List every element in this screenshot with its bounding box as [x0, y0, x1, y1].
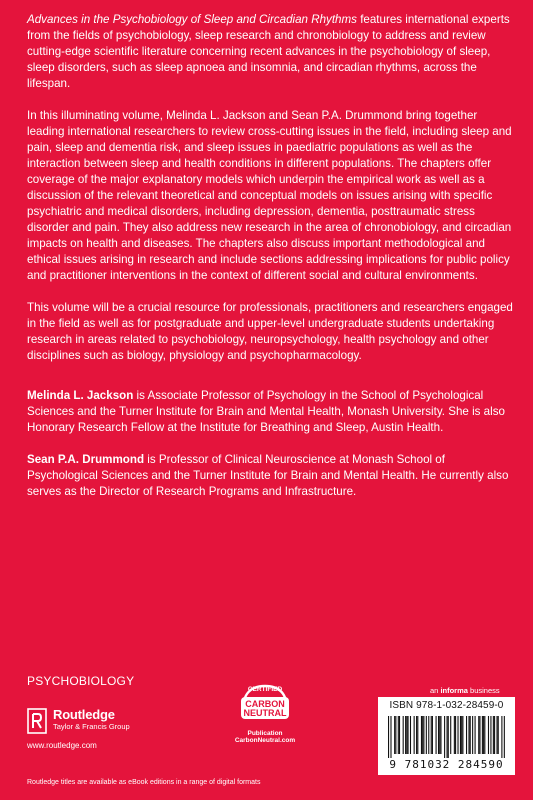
barcode-icon: [388, 716, 505, 758]
publisher-url: www.routledge.com: [27, 741, 97, 750]
author-name-1: Melinda L. Jackson: [27, 389, 134, 402]
carbon-neutral-logo-icon: [237, 680, 293, 724]
book-title-italic: Advances in the Psychobiology of Sleep and Circadian Rhythms: [27, 13, 357, 26]
isbn-text: ISBN 978-1-032-28459-0: [389, 700, 504, 711]
business-prefix: an: [430, 686, 441, 695]
carbon-neutral-badge: [229, 680, 301, 744]
barcode-digits: 9 781032 284590: [389, 758, 504, 771]
business-brand: informa: [440, 686, 468, 695]
publisher-group: Taylor & Francis Group: [53, 722, 130, 731]
routledge-r-icon: [27, 708, 47, 734]
isbn-barcode: [378, 697, 515, 775]
author-bio-text-1: is Associate Professor of Psychology in the School of Psychological Sciences and the Turner Institute for Brain and Mental Health, Monash University. She is also Honorary Research Fellow at the Institute for Breathing and Sleep, Austin Health.: [27, 389, 505, 434]
author-bio-2: [27, 452, 515, 500]
author-bio-1: [27, 388, 515, 436]
publisher-name: Routledge: [53, 707, 115, 722]
back-cover-text: [27, 12, 515, 516]
business-suffix: business: [467, 686, 500, 695]
ebook-footer-note: Routledge titles are available as eBook editions in a range of digital formats: [27, 779, 261, 786]
description-paragraph-2: In this illuminating volume, Melinda L. Jackson and Sean P.A. Drummond bring together leading international researchers to review cross-cutting issues in the field, including sleep and pain, sleep and dementia risk, and sleep issues in paediatric populations as well as the interaction between sleep and health conditions in different populations. The chapters offer coverage of the major explanatory models which underpin the empirical work as well as a discussion of the relevant theoretical and conceptual models on issues arising with specific psychiatric and medical disorders, including depression, dementia, posttraumatic stress disorder and pain. They also address new research in the area of chronobiology, and circadian impacts on health and diseases. The chapters also discuss important methodological and ethical issues arising in research and include sections addressing implications for public policy and practitioner interventions in the context of different social and cultural environments.: [27, 109, 512, 282]
carbon-sub-text: Publication: [247, 730, 283, 737]
intro-paragraph: [27, 12, 515, 92]
author-bio-text-2: is Professor of Clinical Neuroscience at Monash School of Psychological Sciences and the Turner Institute for Brain and Mental Health. He currently also serves as the Director of Research Programs and Infrastructure.: [27, 453, 509, 498]
carbon-top-text: CERTIFIED: [247, 686, 283, 693]
carbon-main-text-2: NEUTRAL: [243, 708, 287, 718]
publisher-block: [27, 708, 187, 750]
subject-category: PSYCHOBIOLOGY: [27, 674, 135, 688]
author-name-2: Sean P.A. Drummond: [27, 453, 145, 466]
description-paragraph-3: This volume will be a crucial resource for professionals, practitioners and researchers engaged in the field as well as for postgraduate and upper-level undergraduate students undertaking research in areas related to psychobiology, neuropsychology, health psychology and other disciplines such as biology, physiology and psychopharmacology.: [27, 301, 513, 362]
carbon-url: CarbonNeutral.com: [234, 737, 296, 744]
intro-text: features international experts from the fields of psychobiology, sleep research and chronobiology to address and review cutting-edge scientific literature concerning recent advances in the psychobiology of sleep, sleep disorders, such as sleep apnoea and insomnia, and circadian rhythms, across the lifespan.: [27, 13, 510, 90]
informa-business-note: [430, 686, 500, 695]
carbon-main-text-1: CARBON: [245, 699, 285, 709]
